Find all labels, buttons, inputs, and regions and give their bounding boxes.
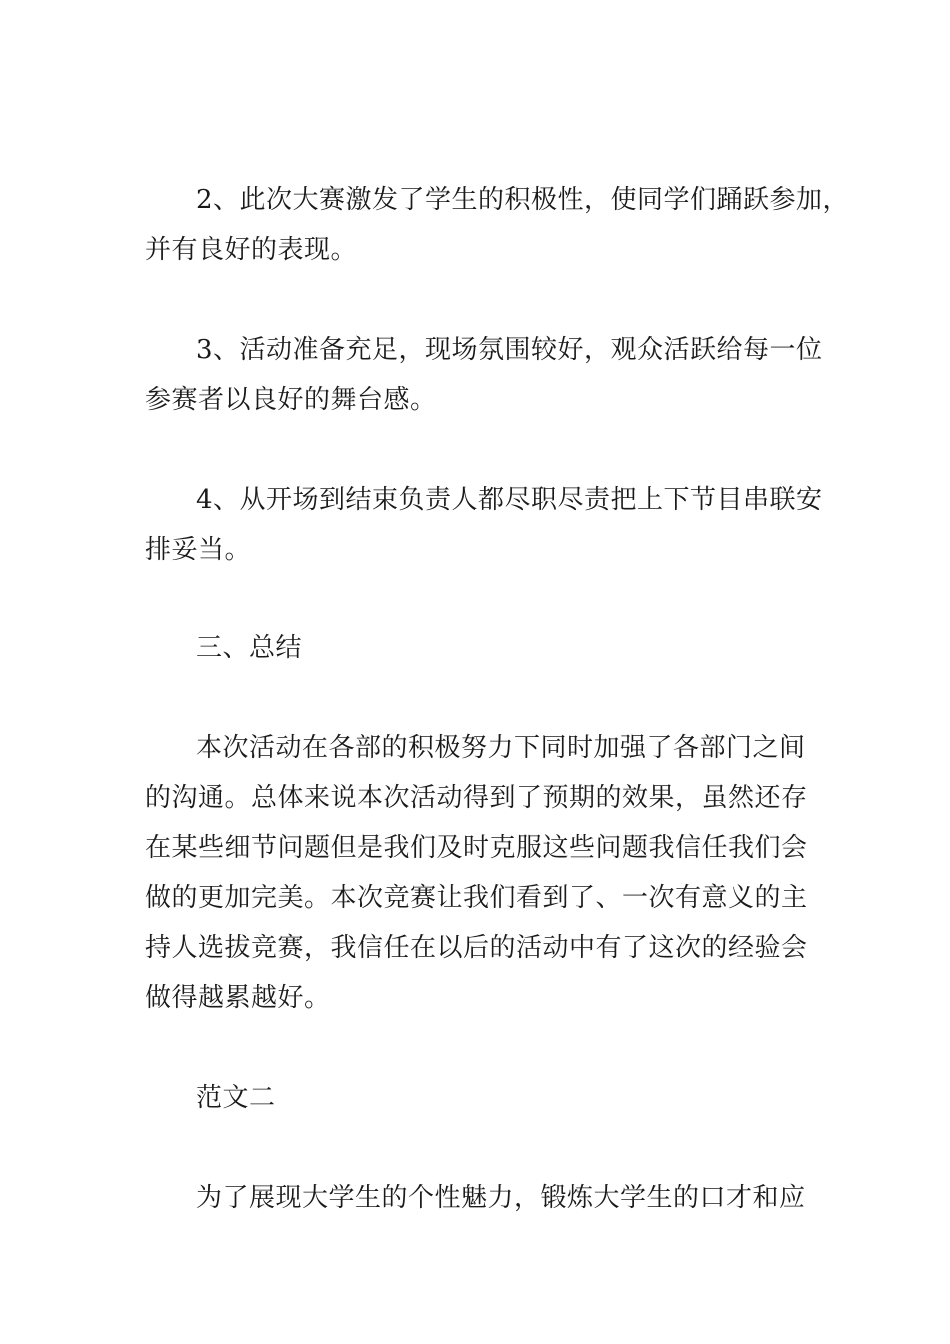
section-heading-summary: 三、总结 xyxy=(196,633,303,663)
paragraph-line: 参赛者以良好的舞台感。 xyxy=(145,385,437,415)
paragraph-line: 做的更加完美。本次竞赛让我们看到了、一次有意义的主 xyxy=(145,883,808,913)
paragraph-line: 排妥当。 xyxy=(145,535,252,565)
paragraph-line: 持人选拔竞赛，我信任在以后的活动中有了这次的经验会 xyxy=(145,933,808,963)
paragraph-line: 在某些细节问题但是我们及时克服这些问题我信任我们会 xyxy=(145,833,808,863)
paragraph-line: 4、从开场到结束负责人都尽职尽责把上下节目串联安 xyxy=(196,485,823,515)
paragraph-line: 3、活动准备充足，现场氛围较好，观众活跃给每一位 xyxy=(196,335,823,365)
paragraph-line: 做得越累越好。 xyxy=(145,983,331,1013)
paragraph-line: 为了展现大学生的个性魅力，锻炼大学生的口才和应 xyxy=(196,1183,806,1213)
paragraph-line: 并有良好的表现。 xyxy=(145,235,358,265)
paragraph-line: 本次活动在各部的积极努力下同时加强了各部门之间 xyxy=(196,733,806,763)
paragraph-line: 的沟通。总体来说本次活动得到了预期的效果，虽然还存 xyxy=(145,783,808,813)
paragraph-line: 2、此次大赛激发了学生的积极性，使同学们踊跃参加， xyxy=(196,185,850,215)
section-heading-sample2: 范文二 xyxy=(196,1083,276,1113)
